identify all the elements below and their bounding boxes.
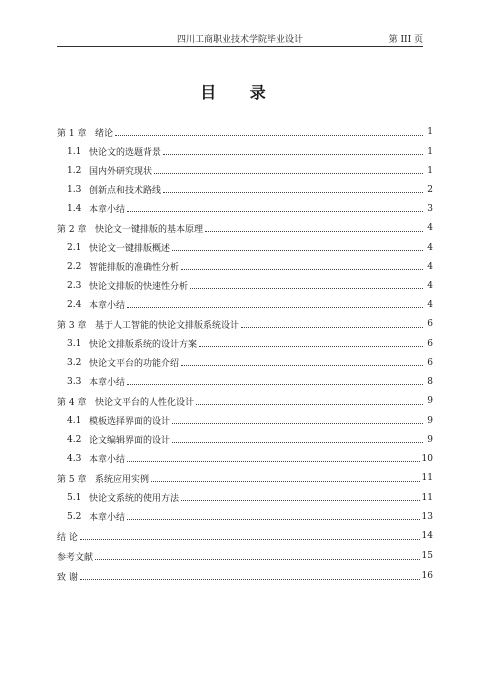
toc-entry-page: 4 <box>427 223 433 233</box>
toc-entry-label: 智能排版的准确性分析 <box>89 263 180 273</box>
toc-entry-page: 8 <box>427 376 433 387</box>
toc-entry-number: 1.3 <box>67 184 82 195</box>
toc-entry[interactable] <box>57 468 433 488</box>
toc-entry-page: 9 <box>427 396 433 406</box>
toc-entry-number: 3.3 <box>67 376 82 387</box>
toc-entry[interactable] <box>57 566 433 586</box>
header-divider <box>57 46 423 47</box>
toc-entry[interactable] <box>57 180 433 199</box>
toc-entry[interactable] <box>57 295 433 314</box>
toc-leader-dots <box>163 192 423 193</box>
toc-entry-page: 11 <box>421 473 433 483</box>
toc-entry[interactable] <box>57 199 433 218</box>
toc-entry-label: 快论文排版的快速性分析 <box>89 282 189 292</box>
toc-entry-number: 1.4 <box>67 203 82 214</box>
toc-entry[interactable] <box>57 314 433 334</box>
page-header <box>57 30 423 44</box>
toc-entry-page: 14 <box>421 531 433 541</box>
toc-leader-dots <box>127 384 423 385</box>
toc-entry-label: 基于人工智能的快论文排版系统设计 <box>95 320 240 331</box>
toc-entry-page: 6 <box>427 338 433 349</box>
toc-entry[interactable] <box>57 257 433 276</box>
toc-entry-page: 4 <box>427 261 433 272</box>
toc-entry-page: 4 <box>427 299 433 310</box>
toc-entry-label: 快论文平台的人性化设计 <box>95 397 195 408</box>
toc-entry[interactable] <box>57 372 433 391</box>
toc-leader-dots <box>172 423 423 424</box>
toc-leader-dots <box>80 539 420 540</box>
toc-leader-dots <box>151 481 420 482</box>
toc-entry[interactable] <box>57 526 433 546</box>
toc-entry-page: 11 <box>421 492 433 503</box>
toc-entry-page: 1 <box>427 146 433 157</box>
toc-entry-number: 3.2 <box>67 357 82 368</box>
toc-entry-number: 第 4 章 <box>57 397 87 408</box>
toc-entry-page: 10 <box>421 453 433 464</box>
toc-entry[interactable] <box>57 430 433 449</box>
toc-entry-page: 6 <box>427 319 433 329</box>
toc-entry[interactable] <box>57 334 433 353</box>
toc-entry-number: 1.1 <box>67 146 82 157</box>
toc-entry[interactable] <box>57 238 433 257</box>
toc-entry[interactable] <box>57 142 433 161</box>
toc-entry-number: 第 2 章 <box>57 224 87 235</box>
toc-entry-page: 9 <box>427 415 433 426</box>
toc-entry-page: 15 <box>421 551 433 561</box>
toc-entry-number: 第 3 章 <box>57 320 87 331</box>
toc-entry-label: 快论文排版系统的设计方案 <box>89 340 198 350</box>
toc-leader-dots <box>80 579 420 580</box>
toc-entry-number: 第 1 章 <box>57 128 87 139</box>
toc-entry-number: 4.2 <box>67 434 82 445</box>
toc-leader-dots <box>190 288 423 289</box>
toc-entry-number: 5.1 <box>67 492 82 503</box>
toc-entry[interactable] <box>57 353 433 372</box>
toc-leader-dots <box>181 500 420 501</box>
toc-entry[interactable] <box>57 507 433 526</box>
toc-entry[interactable] <box>57 218 433 238</box>
toc-entry-page: 4 <box>427 242 433 253</box>
toc-entry[interactable] <box>57 411 433 430</box>
toc-leader-dots <box>196 404 423 405</box>
toc-entry-label: 快论文的选题背景 <box>89 148 162 158</box>
toc-entry[interactable] <box>57 546 433 566</box>
toc-leader-dots <box>181 365 423 366</box>
toc-entry-page: 16 <box>421 571 433 581</box>
toc-entry-label: 本章小结 <box>89 378 126 388</box>
toc-entry[interactable] <box>57 449 433 468</box>
toc-entry-page: 1 <box>427 165 433 176</box>
toc-entry-label: 本章小结 <box>89 513 126 523</box>
toc-entry-number: 2.2 <box>67 261 82 272</box>
toc-entry-label: 本章小结 <box>89 455 126 465</box>
toc-leader-dots <box>205 231 423 232</box>
toc-entry-page: 1 <box>427 127 433 137</box>
toc-leader-dots <box>181 269 423 270</box>
toc-entry-label: 模板选择界面的设计 <box>89 417 171 427</box>
toc-entry-label: 论文编辑界面的设计 <box>89 436 171 446</box>
toc-entry[interactable] <box>57 161 433 180</box>
toc-entry-label: 本章小结 <box>89 301 126 311</box>
toc-leader-dots <box>127 307 423 308</box>
toc-entry-label: 快论文一键排版概述 <box>89 244 171 254</box>
toc-leader-dots <box>241 327 423 328</box>
toc-entry-label: 本章小结 <box>89 205 126 215</box>
toc-leader-dots <box>163 154 423 155</box>
toc-entry-label: 快论文一键排版的基本原理 <box>95 224 204 235</box>
toc-entry-label: 系统应用实例 <box>95 474 150 485</box>
toc-leader-dots <box>172 442 423 443</box>
toc-entry-number: 致 谢 <box>57 572 78 583</box>
toc-entry-page: 13 <box>421 511 433 522</box>
toc-entry[interactable] <box>57 391 433 411</box>
toc-entry-page: 2 <box>427 184 433 195</box>
header-title: 四川工商职业技术学院毕业设计 <box>176 35 303 45</box>
toc-entry-label: 快论文系统的使用方法 <box>89 494 180 504</box>
toc-entry[interactable] <box>57 276 433 295</box>
toc-entry-number: 2.1 <box>67 242 82 253</box>
toc-leader-dots <box>154 173 423 174</box>
toc-entry-number: 结 论 <box>57 532 78 543</box>
toc-leader-dots <box>127 211 423 212</box>
toc-entry-label: 绪论 <box>95 128 114 139</box>
toc-entry-number: 3.1 <box>67 338 82 349</box>
toc-entry-number: 2.3 <box>67 280 82 291</box>
toc-entry[interactable] <box>57 122 433 142</box>
toc-entry-page: 3 <box>427 203 433 214</box>
toc-leader-dots <box>172 250 423 251</box>
toc-leader-dots <box>199 346 423 347</box>
toc-entry-number: 第 5 章 <box>57 474 87 485</box>
toc-entry-number: 1.2 <box>67 165 82 176</box>
header-page-number: 第 III 页 <box>388 35 423 45</box>
toc-title: 目 录 <box>200 83 280 102</box>
toc-entry[interactable] <box>57 488 433 507</box>
toc-entry-number: 5.2 <box>67 511 82 522</box>
table-of-contents <box>57 122 433 586</box>
toc-entry-number: 4.3 <box>67 453 82 464</box>
toc-entry-number: 参考文献 <box>57 552 94 563</box>
toc-entry-page: 6 <box>427 357 433 368</box>
toc-entry-label: 快论文平台的功能介绍 <box>89 359 180 369</box>
toc-entry-label: 创新点和技术路线 <box>89 186 162 196</box>
toc-entry-page: 9 <box>427 434 433 445</box>
toc-entry-number: 4.1 <box>67 415 82 426</box>
toc-entry-page: 4 <box>427 280 433 291</box>
toc-leader-dots <box>95 559 420 560</box>
toc-entry-label: 国内外研究现状 <box>89 167 153 177</box>
toc-leader-dots <box>127 519 420 520</box>
toc-leader-dots <box>127 461 420 462</box>
toc-leader-dots <box>115 135 423 136</box>
toc-entry-number: 2.4 <box>67 299 82 310</box>
